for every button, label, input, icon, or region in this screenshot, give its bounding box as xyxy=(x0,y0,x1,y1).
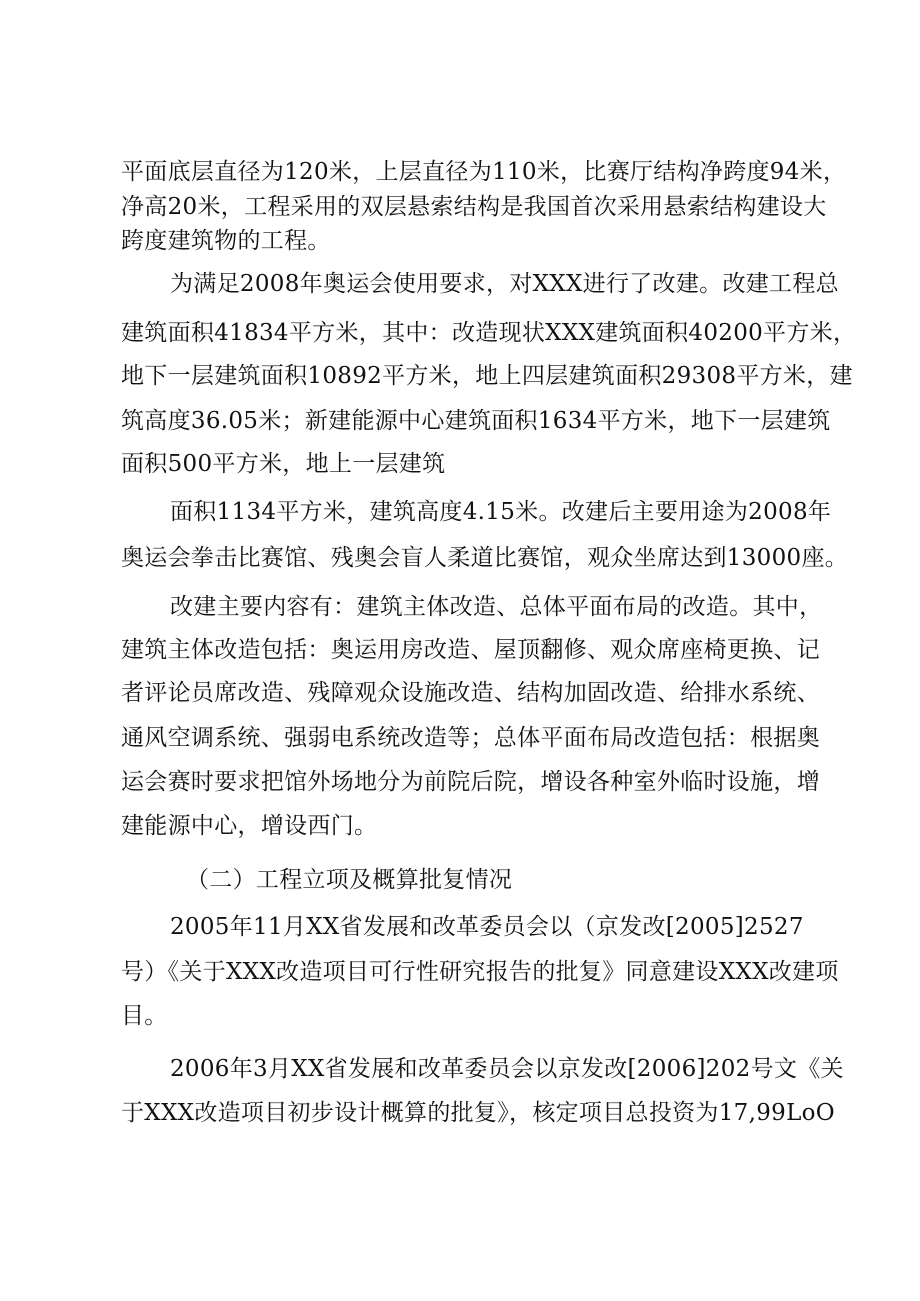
text-line: 为满足2008年奥运会使用要求，对XXX进行了改建。改建工程总 xyxy=(170,271,839,297)
text-line: 面积500平方米，地上一层建筑 xyxy=(121,451,446,477)
text-line: 运会赛时要求把馆外场地分为前院后院，增设各种室外临时设施，增 xyxy=(121,769,820,795)
text-line: 通风空调系统、强弱电系统改造等；总体平面布局改造包括：根据奥 xyxy=(121,725,820,751)
text-line: 跨度建筑物的工程。 xyxy=(121,228,331,254)
text-line: 净高20米，工程采用的双层悬索结构是我国首次采用悬索结构建设大 xyxy=(121,194,827,220)
text-line: 筑高度36.05米；新建能源中心建筑面积1634平方米，地下一层建筑 xyxy=(121,408,831,434)
text-line: 奥运会拳击比赛馆、残奥会盲人柔道比赛馆，观众坐席达到13000座。 xyxy=(121,545,849,571)
text-line: 2005年11月XX省发展和改革委员会以（京发改[2005]2527 xyxy=(170,914,804,940)
text-line: 改建主要内容有：建筑主体改造、总体平面布局的改造。其中， xyxy=(170,594,823,620)
section-heading: （二）工程立项及概算批复情况 xyxy=(186,867,513,893)
text-line: 建能源中心，增设西门。 xyxy=(121,813,378,839)
text-line: 地下一层建筑面积10892平方米，地上四层建筑面积29308平方米，建 xyxy=(121,363,853,389)
text-line: 号）《关于XXX改造项目可行性研究报告的批复》同意建设XXX改建项 xyxy=(121,959,839,985)
text-line: 平面底层直径为120米，上层直径为110米，比赛厅结构净跨度94米， xyxy=(121,159,847,185)
text-line: 建筑主体改造包括：奥运用房改造、屋顶翻修、观众席座椅更换、记 xyxy=(121,637,820,663)
text-line: 者评论员席改造、残障观众设施改造、结构加固改造、给排水系统、 xyxy=(121,680,820,706)
text-line: 于XXX改造项目初步设计概算的批复》，核定项目总投资为17,99LoO xyxy=(121,1100,835,1126)
text-line: 建筑面积41834平方米，其中：改造现状XXX建筑面积40200平方米， xyxy=(121,320,857,346)
text-line: 面积1134平方米，建筑高度4.15米。改建后主要用途为2008年 xyxy=(170,499,832,525)
text-line: 2006年3月XX省发展和改革委员会以京发改[2006]202号文《关 xyxy=(170,1056,844,1082)
text-line: 目。 xyxy=(121,1003,168,1029)
